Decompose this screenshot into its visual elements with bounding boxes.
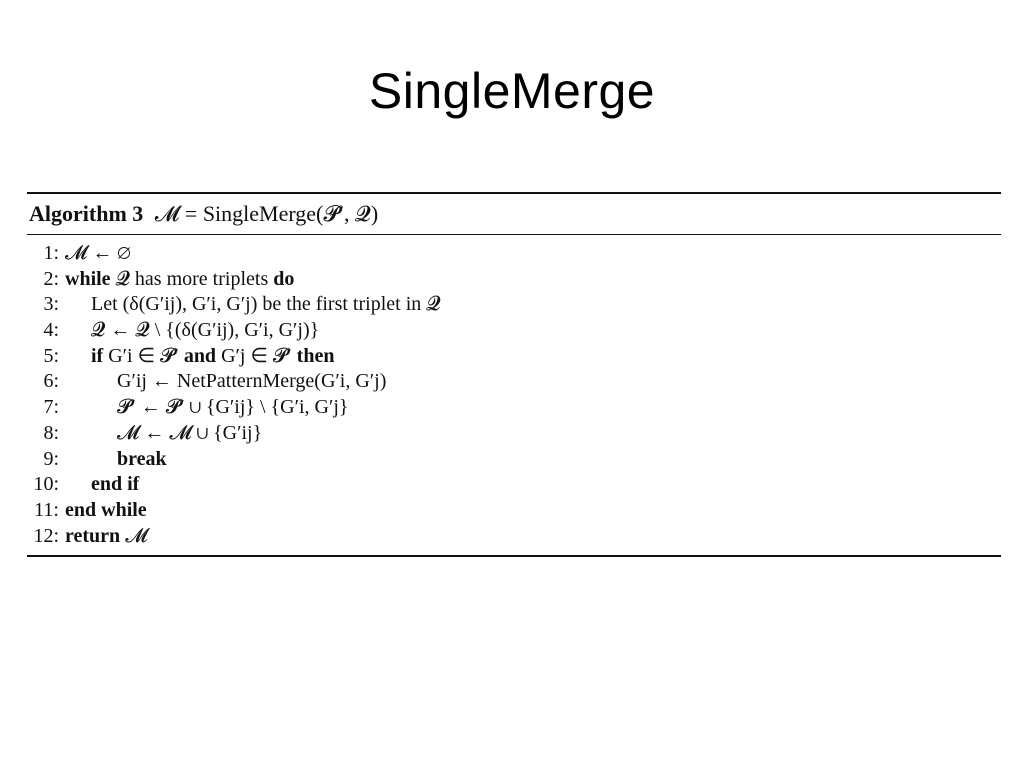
line-number: 8:: [43, 421, 59, 444]
line-number: 12:: [33, 524, 59, 547]
line-text: G′i ∈ 𝓟′: [108, 344, 179, 367]
line-text: 𝓜 ← ∅: [65, 242, 131, 264]
algorithm-line: [27, 369, 1001, 395]
algorithm-line: [27, 267, 1001, 293]
line-code: [65, 369, 386, 395]
algorithm-signature: 𝓜 = SingleMerge(𝓟′, 𝓠): [154, 201, 379, 226]
algorithm-label: Algorithm 3: [29, 201, 144, 226]
algorithm-body: [27, 235, 1001, 555]
line-text: 𝓜: [125, 524, 148, 547]
line-text: G′ij ← NetPatternMerge(G′i, G′j): [117, 370, 387, 393]
line-number: 2:: [43, 267, 59, 290]
algorithm-line: [27, 395, 1001, 421]
line-text: 𝓠 ← 𝓠 \ {(δ(G′ij), G′i, G′j)}: [91, 319, 320, 342]
slide-title: SingleMerge: [368, 63, 656, 119]
line-number: 3:: [43, 293, 59, 316]
line-keyword: and: [183, 344, 217, 367]
algorithm-line: [27, 241, 1001, 267]
algorithm-header: [27, 194, 1001, 235]
line-code: [65, 395, 349, 421]
line-number: 7:: [43, 396, 59, 419]
algorithm-box: [27, 192, 1001, 557]
line-code: [65, 267, 294, 293]
algorithm-line: [27, 292, 1001, 318]
algorithm-line: [27, 524, 1001, 550]
line-keyword: do: [273, 267, 295, 290]
line-text: 𝓠 has more triplets: [115, 267, 269, 290]
line-keyword: if: [91, 344, 104, 367]
line-text: 𝓟′ ← 𝓟′ ∪ {G′ij} \ {G′i, G′j}: [117, 396, 349, 419]
line-number: 1:: [43, 242, 59, 264]
line-code: [65, 498, 147, 524]
line-number: 4:: [43, 319, 59, 342]
algorithm-line: [27, 447, 1001, 473]
line-number: 5:: [43, 344, 59, 367]
algorithm-line: [27, 421, 1001, 447]
line-text: G′j ∈ 𝓟′: [221, 344, 292, 367]
line-keyword: break: [117, 447, 167, 470]
line-number: 10:: [33, 473, 59, 496]
line-keyword: end if: [91, 473, 140, 496]
line-code: [65, 524, 148, 550]
line-code: [65, 472, 139, 498]
line-text: 𝓜 ← 𝓜 ∪ {G′ij}: [117, 421, 263, 444]
line-text: Let (δ(G′ij), G′i, G′j) be the first triplet in 𝓠: [91, 293, 441, 316]
line-code: [65, 292, 441, 318]
line-number: 6:: [43, 370, 59, 393]
algorithm-line: [27, 318, 1001, 344]
line-number: 9:: [43, 447, 59, 470]
line-keyword: return: [65, 524, 121, 547]
line-code: [65, 241, 131, 267]
line-code: [65, 421, 262, 447]
line-keyword: while: [65, 267, 111, 290]
algorithm-line: [27, 498, 1001, 524]
line-number: 11:: [34, 498, 59, 521]
algorithm-line: [27, 472, 1001, 498]
line-code: [65, 447, 167, 473]
line-code: [65, 344, 334, 370]
line-code: [65, 318, 319, 344]
line-keyword: end while: [65, 498, 147, 521]
algorithm-line: [27, 344, 1001, 370]
line-keyword: then: [296, 344, 335, 367]
